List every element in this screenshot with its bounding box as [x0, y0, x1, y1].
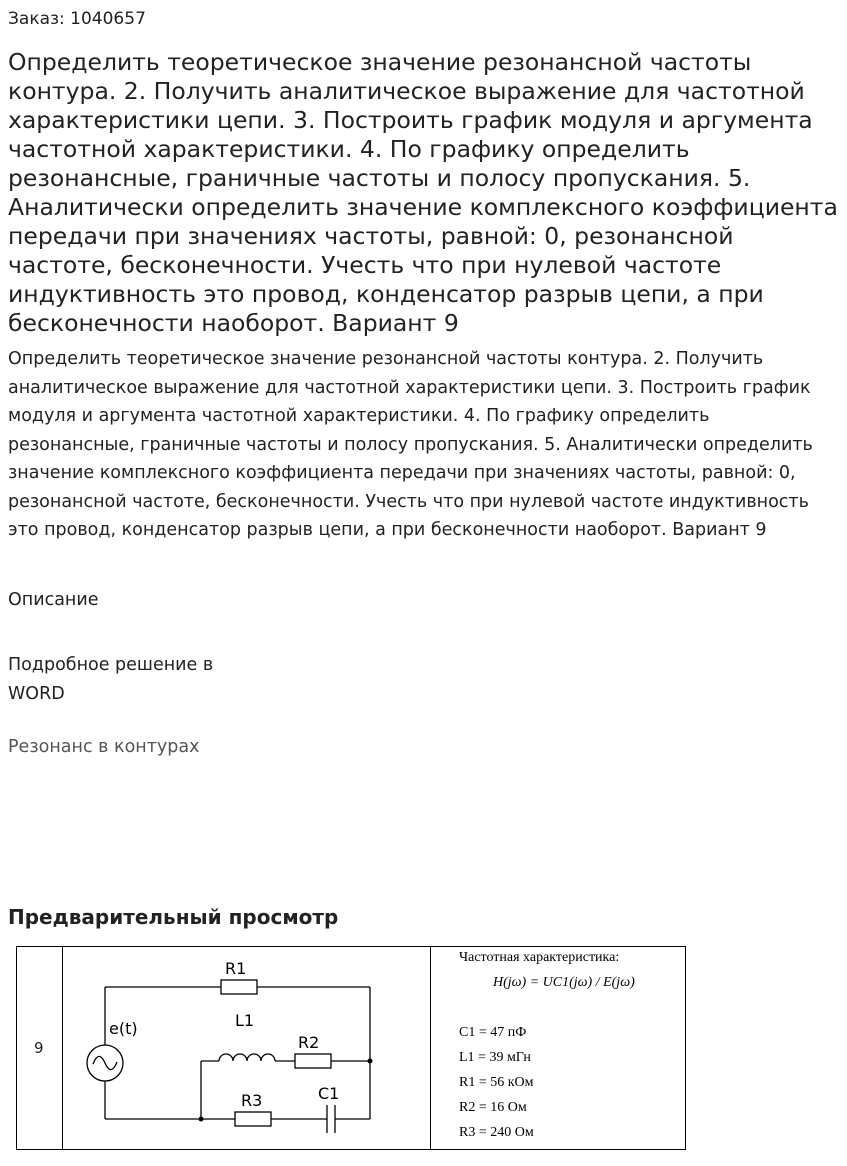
solution-format: Подробное решение в WORD: [8, 655, 214, 704]
r3-label: R3: [241, 1091, 263, 1110]
param-c1: C1 = 47 пФ: [459, 1025, 527, 1040]
param-l1: L1 = 39 мГн: [459, 1050, 531, 1065]
c1-label: C1: [318, 1084, 340, 1103]
circuit-diagram: [63, 947, 430, 1149]
source-label: e(t): [109, 1019, 138, 1038]
r2-label: R2: [298, 1033, 320, 1052]
r1-label: R1: [225, 959, 247, 978]
transfer-function: H(jω) = UC1(jω) / E(jω): [493, 975, 635, 990]
r2-resistor: [295, 1054, 331, 1068]
r1-resistor: [221, 980, 257, 994]
description-label: Описание: [8, 590, 99, 610]
circuit-cell: [63, 947, 431, 1149]
preview-table: [16, 946, 686, 1150]
task-description: Определить теоретическое значение резонансной частоты контура. 2. Получить аналитическое выражение для частотной характеристики цепи. 3. Построить график модуля и аргумента частотной характеристики. 4. По графику определить резонансные, граничные частоты и полосу пропускания. 5. Аналитически определить значение комплексного коэффициента передачи при значениях частоты, равной: 0, резонансной частоте, бесконечности. Учесть что при нулевой частоте индуктивность это провод, конденсатор разрыв цепи, а при бесконечности наоборот. Вариант 9: [8, 349, 813, 540]
category-link[interactable]: Резонанс в контурах: [8, 737, 200, 757]
param-r3: R3 = 240 Ом: [459, 1125, 534, 1140]
characteristic-heading: Частотная характеристика:: [459, 950, 620, 965]
param-r1: R1 = 56 кОм: [459, 1075, 534, 1090]
variant-number: 9: [34, 1039, 44, 1057]
param-r2: R2 = 16 Ом: [459, 1100, 527, 1115]
preview-heading: Предварительный просмотр: [8, 905, 339, 929]
l1-label: L1: [235, 1011, 255, 1030]
r3-resistor: [235, 1112, 271, 1126]
l1-inductor: [219, 1054, 275, 1061]
task-title: Определить теоретическое значение резонансной частоты контура. 2. Получить аналитическое выражение для частотной характеристики цепи. 3. Построить график модуля и аргумента частотной характеристики. 4. По графику определить резонансные, граничные частоты и полосу пропускания. 5. Аналитически определить значение комплексного коэффициента передачи при значениях частоты, равной: 0, резонансной частоте, бесконечности. Учесть что при нулевой частоте индуктивность это провод, конденсатор разрыв цепи, а при бесконечности наоборот. Вариант 9: [8, 48, 838, 337]
parameters-cell: [431, 947, 685, 1149]
order-number: Заказ: 1040657: [8, 9, 146, 29]
variant-cell: [17, 947, 63, 1149]
